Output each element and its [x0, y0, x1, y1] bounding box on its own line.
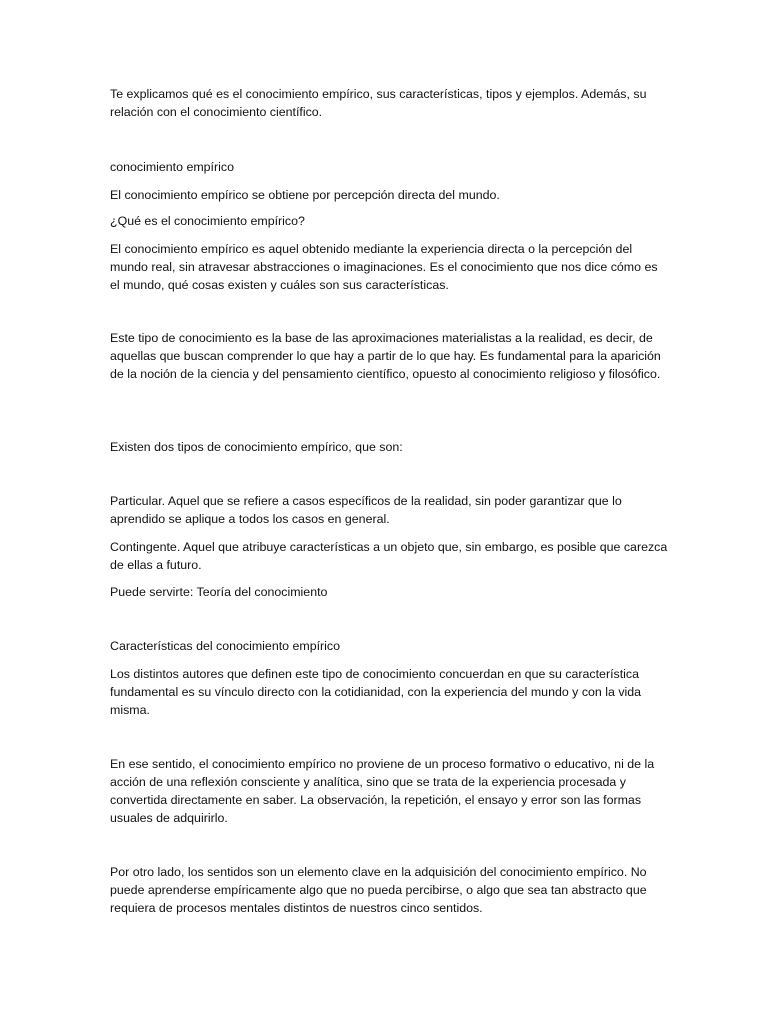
sense-paragraph: En ese sentido, el conocimiento empírico no proviene de un proceso formativo o educativo, ni de la acción de una reflexión consciente y analítica, sino que se trata de la experiencia procesada y convertida directamente en saber. La observación, la repetición, el ensayo y error son las formas usuales de adquirirlo.	[110, 757, 655, 825]
section-heading-what-is: ¿Qué es el conocimiento empírico?	[110, 214, 305, 228]
section-heading-characteristics: Características del conocimiento empírico	[110, 639, 341, 653]
definition-paragraph: El conocimiento empírico es aquel obtenido mediante la experiencia directa o la percepción del mundo real, sin atravesar abstracciones o imaginaciones. Es el conocimiento que nos dice cómo es el mundo, qué cosas existen y cuáles son sus características.	[110, 242, 658, 292]
type-particular-paragraph: Particular. Aquel que se refiere a casos específicos de la realidad, sin poder garantizar que lo aprendido se aplique a todos los casos en general.	[110, 494, 622, 526]
summary-line: El conocimiento empírico se obtiene por percepción directa del mundo.	[110, 188, 500, 202]
image-caption-heading: conocimiento empírico	[110, 160, 234, 174]
senses-paragraph: Por otro lado, los sentidos son un elemento clave en la adquisición del conocimiento empírico. No puede aprenderse empíricamente algo que no pueda percibirse, o algo que sea tan abstracto que requiera de procesos mentales distintos de nuestros cinco sentidos.	[110, 865, 647, 915]
authors-paragraph: Los distintos autores que definen este tipo de conocimiento concuerdan en que su característica fundamental es su vínculo directo con la cotidianidad, con la experiencia del mundo y con la vida misma.	[110, 667, 642, 717]
intro-paragraph: Te explicamos qué es el conocimiento empírico, sus características, tipos y ejemplos. Además, su relación con el conocimiento científico.	[110, 87, 647, 119]
types-intro-paragraph: Existen dos tipos de conocimiento empírico, que son:	[110, 440, 403, 454]
type-contingente-paragraph: Contingente. Aquel que atribuye características a un objeto que, sin embargo, es posible que carezca de ellas a futuro.	[110, 540, 668, 572]
materialist-paragraph: Este tipo de conocimiento es la base de las aproximaciones materialistas a la realidad, es decir, de aquellas que buscan comprender lo que hay a partir de lo que hay. Es fundamental para la aparición de la noción de la ciencia y del pensamiento científico, opuesto al conocimiento religioso y filosófico.	[110, 331, 661, 381]
related-link-line: Puede servirte: Teoría del conocimiento	[110, 585, 328, 599]
